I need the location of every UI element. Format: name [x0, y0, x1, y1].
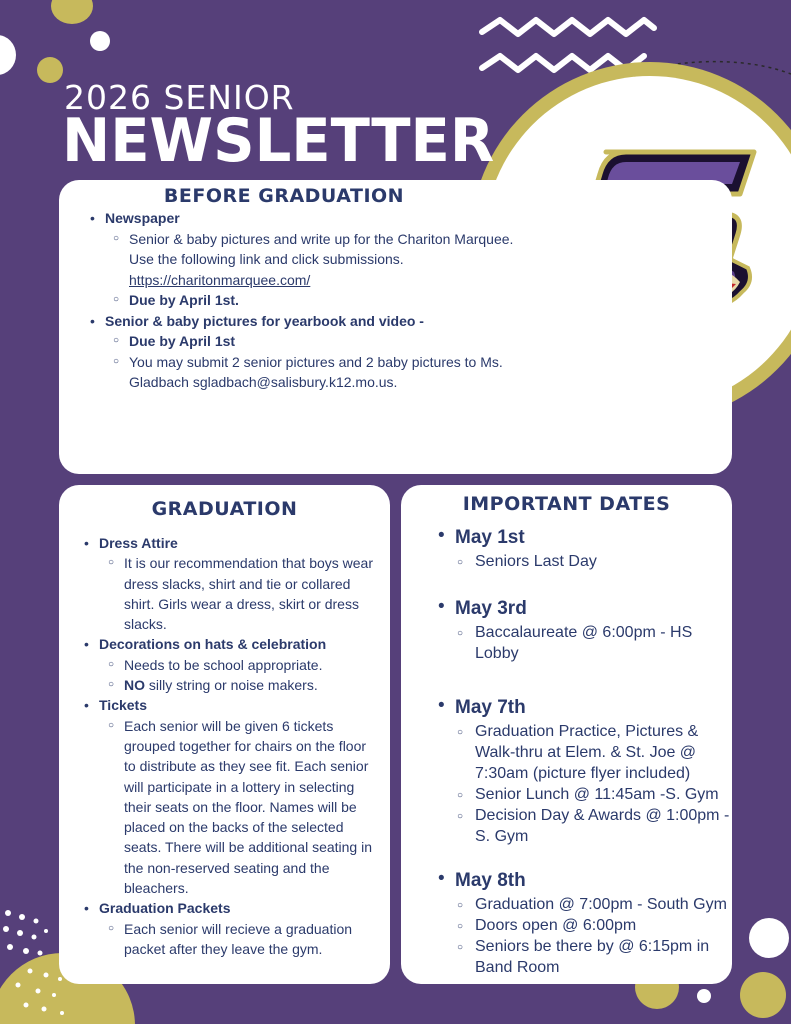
title-year: 2026 SENIOR	[64, 78, 295, 117]
graduation-card	[59, 485, 390, 984]
item-text: silly string or noise makers.	[145, 677, 318, 694]
list-item	[129, 290, 535, 311]
chariton-marquee-link[interactable]: https://charitonmarquee.com/	[129, 271, 311, 288]
item-text: Each senior will be given 6 tickets grouped together for chairs on the floor to distribute as they see fit. Each senior will participate in a lottery in selecting their seats on the floor. Names will be placed on the backs of the selected seats. There will be additional seating in the non-reserved seating and the bleachers.	[124, 717, 373, 897]
event-text: Baccalaureate @ 6:00pm - HS Lobby	[475, 624, 693, 662]
date-label: • May 7th	[455, 697, 526, 718]
section-heading: IMPORTANT DATES	[462, 493, 671, 515]
list-item	[124, 919, 379, 960]
section-heading: GRADUATION	[151, 498, 298, 520]
list-item	[124, 716, 379, 899]
list-item	[129, 352, 535, 393]
item-label: Decorations on hats & celebration	[99, 636, 327, 653]
date-label: • May 8th	[455, 870, 526, 891]
list-item	[124, 675, 379, 695]
item-label: Senior & baby pictures for yearbook and video -	[105, 312, 424, 329]
decor-circle	[51, 0, 93, 24]
list-item	[124, 553, 379, 634]
date-item	[455, 596, 730, 664]
event-item	[475, 551, 730, 572]
decor-circle	[749, 918, 789, 958]
item-label: Tickets	[99, 697, 147, 714]
event-text: Decision Day & Awards @ 1:00pm - S. Gym	[475, 807, 730, 845]
item-text: Needs to be school appropriate.	[124, 656, 323, 673]
event-text: Seniors Last Day	[475, 553, 597, 570]
list-item	[124, 655, 379, 675]
event-text: Seniors be there by @ 6:15pm in Band Room	[475, 938, 710, 976]
event-text: Senior Lunch @ 11:45am -S. Gym	[475, 786, 719, 803]
event-item	[475, 805, 730, 847]
item-text: Due by April 1st	[129, 333, 236, 349]
decor-circle	[37, 57, 63, 83]
item-text: Senior & baby pictures and write up for the Chariton Marquee. Use the following link and click submissions.	[129, 230, 514, 267]
item-label: Dress Attire	[99, 535, 178, 551]
date-item	[455, 868, 730, 978]
date-label: • May 3rd	[455, 598, 527, 619]
item-text: NO	[124, 677, 145, 694]
list-item	[99, 533, 379, 634]
date-item	[455, 525, 730, 572]
event-item	[475, 915, 730, 936]
date-item	[455, 695, 730, 847]
list-item	[99, 634, 379, 695]
list-item	[129, 229, 535, 291]
event-text: Doors open @ 6:00pm	[475, 917, 637, 934]
decor-circle	[90, 31, 110, 51]
item-label: Newspaper	[105, 210, 180, 226]
list-item	[105, 311, 535, 393]
list-item	[99, 695, 379, 898]
event-item	[475, 784, 730, 805]
list-item	[99, 898, 379, 959]
list-item	[129, 331, 535, 352]
item-label: Graduation Packets	[99, 900, 231, 917]
item-text: Due by April 1st.	[129, 292, 239, 308]
date-label: • May 1st	[455, 527, 525, 548]
page-title: NEWSLETTER	[62, 106, 495, 176]
before-graduation-card	[59, 180, 732, 474]
section-heading: BEFORE GRADUATION	[163, 185, 405, 207]
list-item	[105, 208, 535, 311]
important-dates-card	[401, 485, 732, 984]
event-item	[475, 936, 730, 978]
event-item	[475, 721, 730, 784]
event-item	[475, 894, 730, 915]
item-text: Each senior will recieve a graduation packet after they leave the gym.	[124, 920, 353, 957]
event-text: Graduation Practice, Pictures & Walk-thru at Elem. & St. Joe @ 7:30am (picture flyer included)	[475, 723, 699, 782]
decor-circle	[0, 35, 16, 75]
decor-circle	[697, 989, 711, 1003]
item-text: It is our recommendation that boys wear dress slacks, shirt and tie or collared shirt. Girls wear a dress, skirt or dress slacks.	[124, 555, 374, 633]
event-item	[475, 622, 730, 664]
event-text: Graduation @ 7:00pm - South Gym	[475, 896, 727, 913]
item-text: You may submit 2 senior pictures and 2 baby pictures to Ms. Gladbach sgladbach@salisbury.k12.mo.us.	[129, 353, 503, 390]
decor-circle	[740, 972, 786, 1018]
